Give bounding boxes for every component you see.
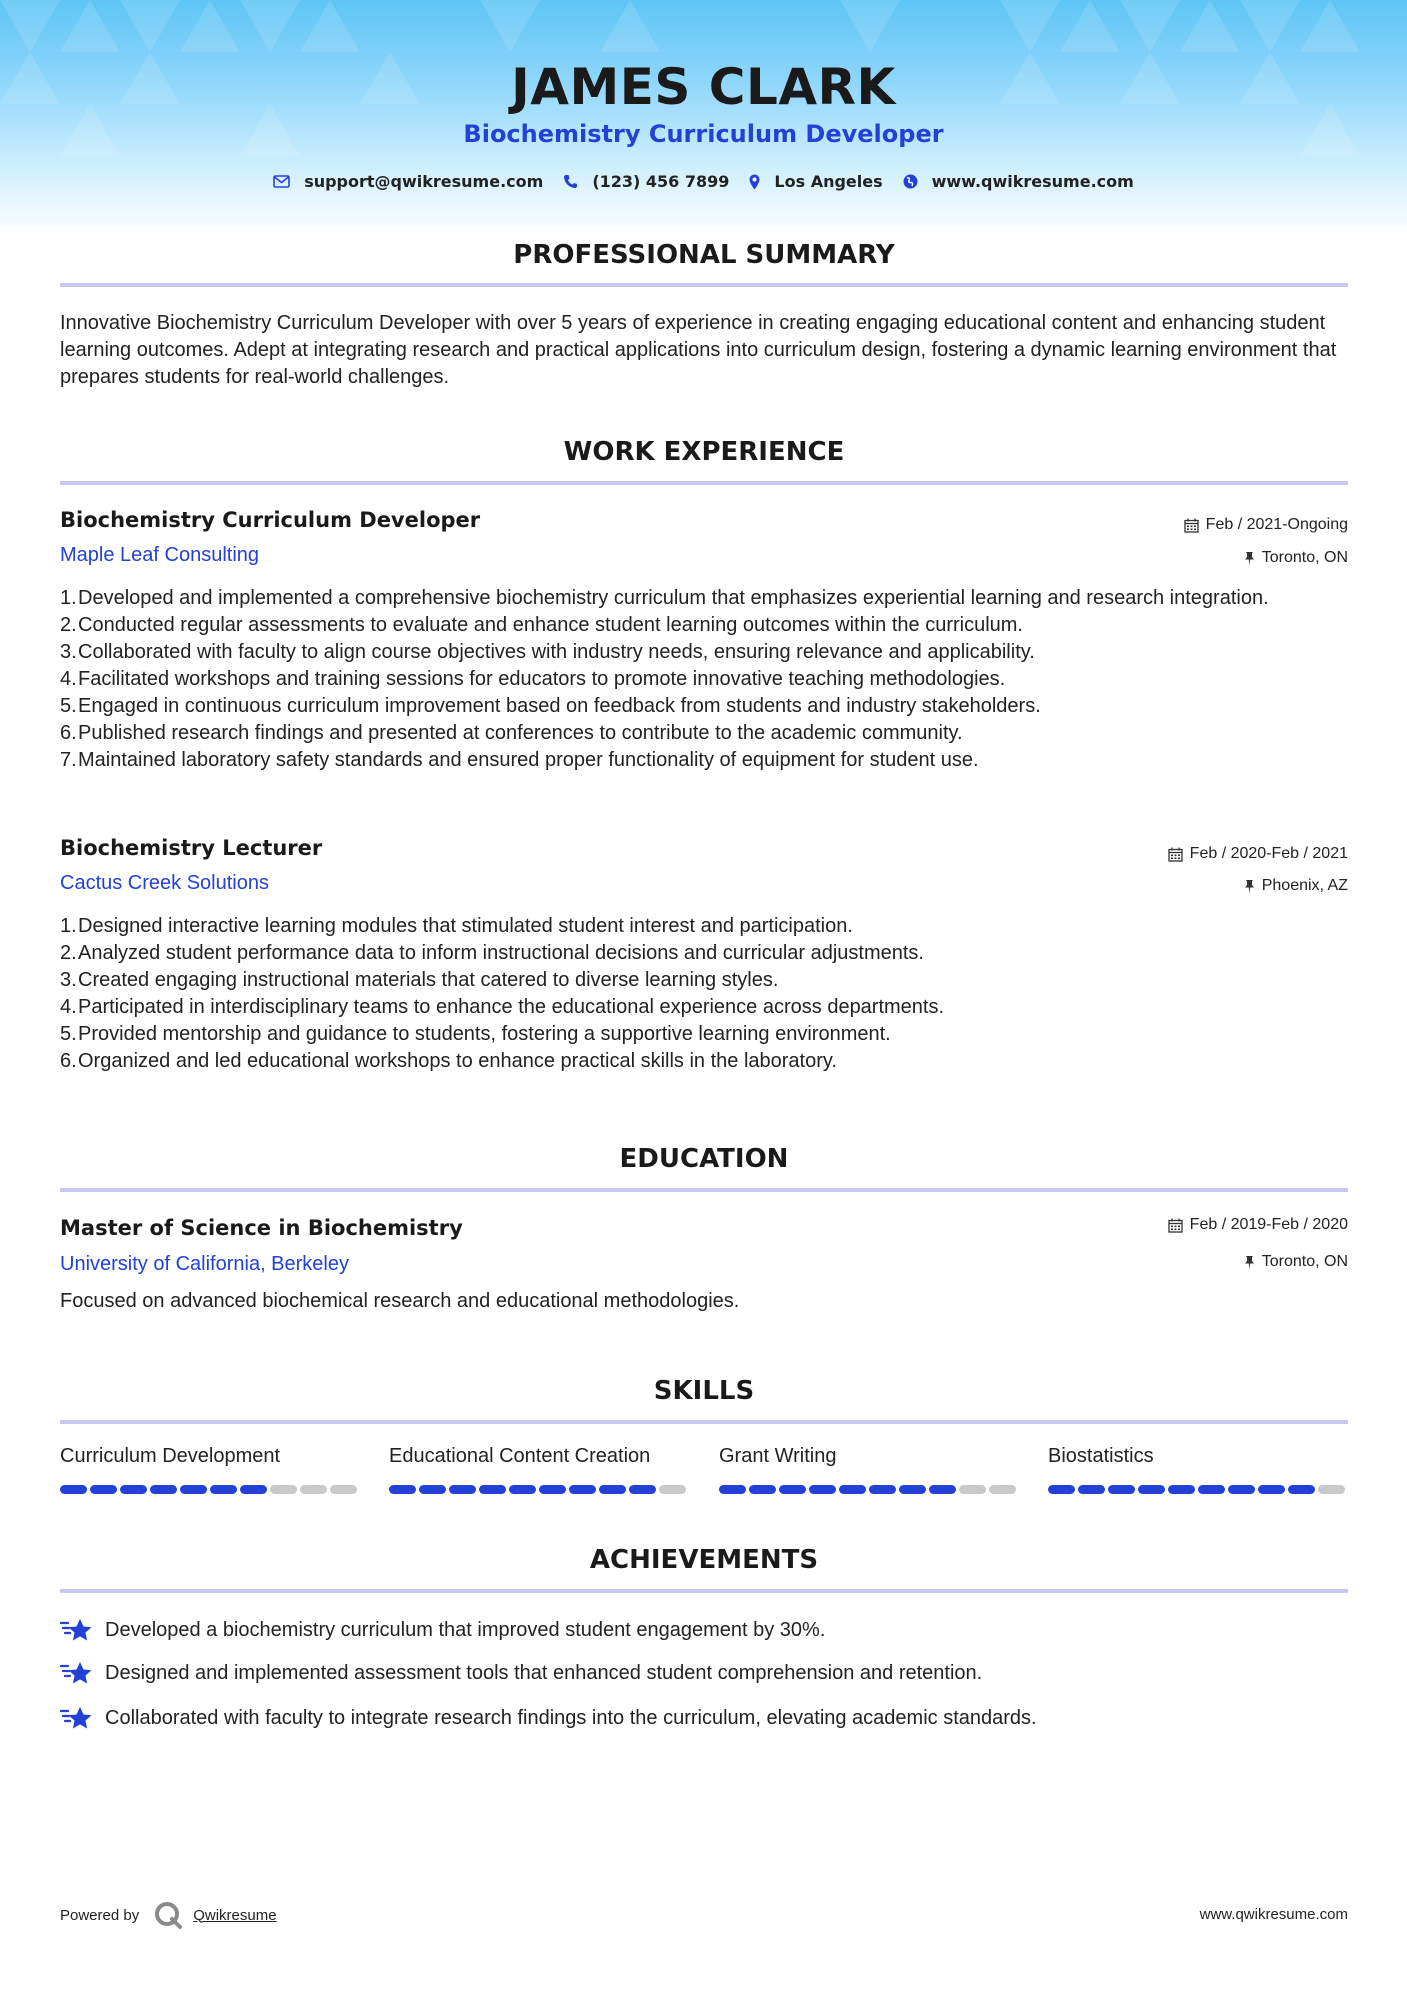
skill-segment — [210, 1485, 237, 1494]
skill-segment — [629, 1485, 656, 1494]
list-item: 5. Engaged in continuous curriculum improvement based on feedback from students and industry stakeholders. — [60, 695, 1041, 717]
skill-segment — [1138, 1485, 1165, 1494]
skill-segment — [719, 1485, 746, 1494]
job-title: Biochemistry Lecturer — [60, 836, 323, 860]
contact-location-text: Los Angeles — [774, 172, 883, 191]
skill-name: Educational Content Creation — [389, 1445, 651, 1467]
achievement-item — [60, 1617, 825, 1643]
skill-item — [60, 1445, 360, 1494]
contact-website-text: www.qwikresume.com — [931, 172, 1134, 191]
achievement-item — [60, 1705, 1037, 1731]
header-pattern — [0, 0, 1407, 235]
brand-link[interactable]: Qwikresume — [193, 1906, 277, 1924]
skill-segment — [300, 1485, 327, 1494]
skill-segment — [1288, 1485, 1315, 1494]
summary-rule — [60, 283, 1348, 287]
skills-rule — [60, 1420, 1348, 1424]
skill-segment — [989, 1485, 1016, 1494]
list-item: 1. Developed and implemented a comprehensive biochemistry curriculum that emphasizes experiential learning and research integration. — [60, 587, 1269, 609]
skill-segment — [150, 1485, 177, 1494]
skill-segment — [569, 1485, 596, 1494]
skill-item — [389, 1445, 689, 1494]
achievement-text: Developed a biochemistry curriculum that improved student engagement by 30%. — [105, 1618, 826, 1641]
job-dates — [1168, 845, 1348, 863]
phone-icon — [563, 174, 578, 189]
skill-segment — [539, 1485, 566, 1494]
education-rule — [60, 1188, 1348, 1192]
skill-segment — [449, 1485, 476, 1494]
contact-website[interactable] — [903, 172, 1134, 191]
pushpin-icon — [1244, 879, 1255, 894]
education-location-text: Toronto, ON — [1261, 1253, 1348, 1270]
contact-email[interactable] — [273, 172, 543, 191]
list-item: 3. Created engaging instructional materials that catered to diverse learning styles. — [60, 969, 779, 991]
skill-name: Biostatistics — [1048, 1445, 1154, 1467]
experience-rule — [60, 481, 1348, 485]
skill-segment — [270, 1485, 297, 1494]
job-location — [1244, 877, 1348, 895]
skill-segment — [869, 1485, 896, 1494]
skills-heading: SKILLS — [653, 1376, 755, 1406]
skill-segment — [809, 1485, 836, 1494]
skill-segment — [389, 1485, 416, 1494]
list-item: 2. Analyzed student performance data to inform instructional decisions and curricular adjustments. — [60, 942, 924, 964]
skill-segment — [120, 1485, 147, 1494]
skill-segment — [1078, 1485, 1105, 1494]
skill-name: Grant Writing — [719, 1445, 837, 1467]
achievements-rule — [60, 1589, 1348, 1593]
job-dates-text: Feb / 2020-Feb / 2021 — [1189, 845, 1348, 862]
skill-meter — [1048, 1485, 1348, 1494]
pushpin-icon — [1244, 1255, 1255, 1270]
skill-segment — [240, 1485, 267, 1494]
job-company: Cactus Creek Solutions — [60, 872, 269, 894]
resume-header — [0, 0, 1407, 235]
summary-heading: PROFESSIONAL SUMMARY — [513, 240, 895, 270]
globe-icon — [903, 174, 918, 189]
list-item: 2. Conducted regular assessments to evaluate and enhance student learning outcomes within the curriculum. — [60, 614, 1023, 636]
skill-segment — [1108, 1485, 1135, 1494]
calendar-icon — [1184, 518, 1199, 533]
skill-segment — [1318, 1485, 1345, 1494]
contact-email-text: support@qwikresume.com — [304, 172, 544, 191]
skill-segment — [1198, 1485, 1225, 1494]
school-name: University of California, Berkeley — [60, 1253, 349, 1275]
skill-segment — [899, 1485, 926, 1494]
achievement-text: Designed and implemented assessment tools that enhanced student comprehension and retention. — [105, 1661, 983, 1684]
star-icon — [60, 1617, 93, 1643]
skill-segment — [419, 1485, 446, 1494]
list-item: 7. Maintained laboratory safety standards and ensured proper functionality of equipment for student use. — [60, 749, 979, 771]
skill-segment — [1168, 1485, 1195, 1494]
job-location-text: Toronto, ON — [1261, 549, 1348, 566]
list-item: 1. Designed interactive learning modules that stimulated student interest and participation. — [60, 915, 853, 937]
skill-segment — [839, 1485, 866, 1494]
education-location — [1244, 1253, 1348, 1271]
contact-bar — [0, 172, 1407, 191]
skill-segment — [1228, 1485, 1255, 1494]
education-dates — [1168, 1216, 1348, 1234]
candidate-role: Biochemistry Curriculum Developer — [463, 120, 944, 148]
qwikresume-logo-icon — [153, 1900, 183, 1930]
envelope-icon — [273, 175, 290, 188]
contact-phone-text: (123) 456 7899 — [592, 172, 730, 191]
experience-heading: WORK EXPERIENCE — [563, 437, 845, 467]
skill-segment — [749, 1485, 776, 1494]
list-item: 6. Published research findings and presented at conferences to contribute to the academic community. — [60, 722, 963, 744]
skill-name: Curriculum Development — [60, 1445, 281, 1467]
skill-meter — [389, 1485, 689, 1494]
list-item: 6. Organized and led educational workshops to enhance practical skills in the laboratory. — [60, 1050, 837, 1072]
skill-segment — [779, 1485, 806, 1494]
education-dates-text: Feb / 2019-Feb / 2020 — [1189, 1216, 1348, 1233]
skill-segment — [509, 1485, 536, 1494]
skill-meter — [719, 1485, 1019, 1494]
skill-segment — [959, 1485, 986, 1494]
map-pin-icon — [749, 174, 760, 190]
skill-meter — [60, 1485, 360, 1494]
calendar-icon — [1168, 1218, 1183, 1233]
job-location — [1244, 549, 1348, 567]
job-dates — [1184, 516, 1348, 534]
job-bullets — [60, 913, 1350, 1075]
contact-location[interactable] — [749, 172, 882, 191]
skill-segment — [1048, 1485, 1075, 1494]
skill-segment — [929, 1485, 956, 1494]
skill-item — [1048, 1445, 1348, 1494]
skill-segment — [479, 1485, 506, 1494]
skill-segment — [90, 1485, 117, 1494]
powered-by-label: Powered by — [60, 1906, 140, 1924]
achievements-heading: ACHIEVEMENTS — [589, 1545, 819, 1575]
skill-segment — [599, 1485, 626, 1494]
job-company: Maple Leaf Consulting — [60, 544, 260, 566]
degree-title: Master of Science in Biochemistry — [60, 1216, 463, 1240]
calendar-icon — [1168, 847, 1183, 862]
skill-item — [719, 1445, 1019, 1494]
candidate-name: JAMES CLARK — [511, 58, 896, 116]
skill-segment — [659, 1485, 686, 1494]
skill-segment — [1258, 1485, 1285, 1494]
job-title: Biochemistry Curriculum Developer — [60, 508, 481, 532]
achievement-item — [60, 1660, 982, 1686]
star-icon — [60, 1705, 93, 1731]
job-location-text: Phoenix, AZ — [1261, 877, 1348, 894]
job-bullets — [60, 585, 1350, 774]
star-icon — [60, 1660, 93, 1686]
footer-powered — [60, 1900, 277, 1930]
contact-phone[interactable] — [563, 172, 729, 191]
education-heading: EDUCATION — [619, 1144, 789, 1174]
skill-segment — [180, 1485, 207, 1494]
education-description: Focused on advanced biochemical research and educational methodologies. — [60, 1290, 740, 1312]
summary-text: Innovative Biochemistry Curriculum Developer with over 5 years of experience in creating engaging educational content and enhancing student learning outcomes. Adept at integrating research and practical applications into curriculum design, fostering a dynamic learning environment that prepares students for real-world challenges. — [60, 312, 1337, 388]
list-item: 5. Provided mentorship and guidance to students, fostering a supportive learning environment. — [60, 1023, 891, 1045]
pushpin-icon — [1244, 551, 1255, 566]
list-item: 4. Facilitated workshops and training sessions for educators to promote innovative teaching methodologies. — [60, 668, 1006, 690]
list-item: 3. Collaborated with faculty to align course objectives with industry needs, ensuring relevance and applicability. — [60, 641, 1035, 663]
achievement-text: Collaborated with faculty to integrate research findings into the curriculum, elevating academic standards. — [105, 1706, 1037, 1729]
list-item: 4. Participated in interdisciplinary teams to enhance the educational experience across departments. — [60, 996, 945, 1018]
skill-segment — [330, 1485, 357, 1494]
job-dates-text: Feb / 2021-Ongoing — [1205, 516, 1348, 533]
footer-website[interactable]: www.qwikresume.com — [1199, 1906, 1348, 1923]
skill-segment — [60, 1485, 87, 1494]
